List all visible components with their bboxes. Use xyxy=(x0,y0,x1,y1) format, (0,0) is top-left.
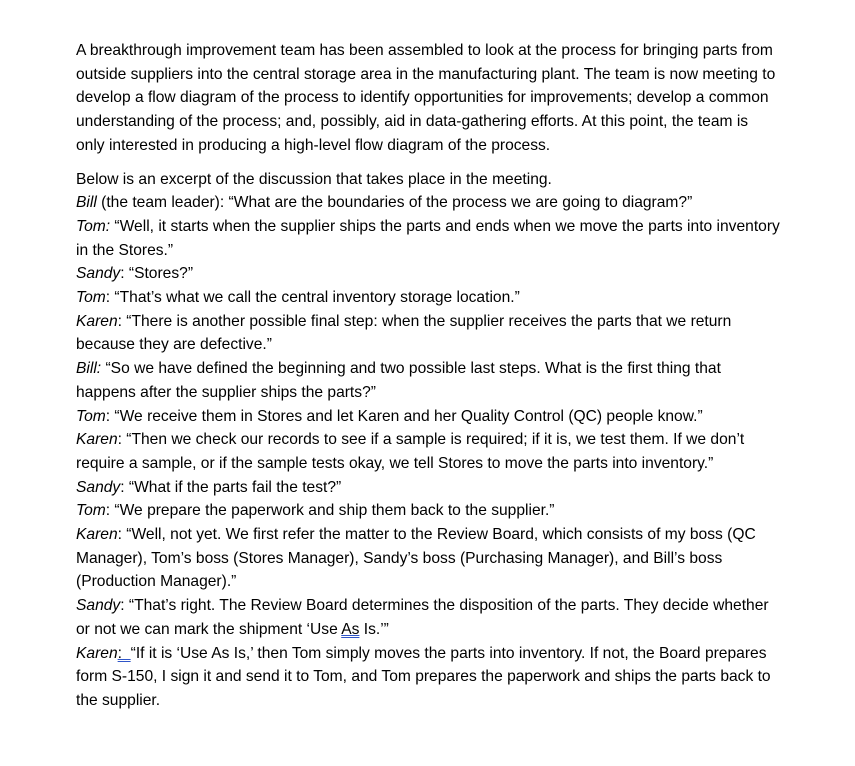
speaker-name: Karen xyxy=(76,644,118,662)
speaker-name: Sandy xyxy=(76,265,121,283)
dialogue-text: (the team leader): “What are the boundaries of the process we are going to diagram?” xyxy=(96,194,693,212)
dialogue-text: : “What if the parts fail the test?” xyxy=(120,478,342,496)
dialogue-line xyxy=(76,310,781,357)
speaker-name: Karen xyxy=(76,431,118,449)
speaker-name: Karen xyxy=(76,312,118,330)
dialogue-line xyxy=(76,357,781,404)
dialogue-line xyxy=(76,499,781,523)
dialogue-line xyxy=(76,215,781,262)
speaker-name: Karen xyxy=(76,526,118,544)
speaker-name: Tom: xyxy=(76,217,111,235)
dialogue-text: “Well, it starts when the supplier ships the parts and ends when we move the parts into inventory in the Stores.” xyxy=(76,217,780,259)
dialogue-text: : “We prepare the paperwork and ship them back to the supplier.” xyxy=(105,502,555,520)
speaker-name: Bill xyxy=(76,194,97,212)
dialogue-text: : “Then we check our records to see if a sample is required; if it is, we test them. If we don’t require a sample, or if the sample tests okay, we tell Stores to move the parts into inventory.” xyxy=(76,431,745,472)
dialogue-text: : “There is another possible final step: when the supplier receives the parts that we return because they are defective.” xyxy=(76,312,732,354)
dialogue-text: : “Stores?” xyxy=(120,265,194,283)
speaker-name: Tom xyxy=(76,289,106,307)
speaker-name: Sandy xyxy=(76,478,121,496)
document-page xyxy=(76,39,781,713)
dialogue-line xyxy=(76,642,781,713)
dialogue-text: Is.’” xyxy=(359,620,389,638)
speaker-name: Tom xyxy=(76,502,106,520)
dialogue-text: “If it is ‘Use As Is,’ then Tom simply moves the parts into inventory. If not, the Board prepares form S-150, I sign it and send it to Tom, and Tom prepares the paperwork and ships the parts back to the supplier. xyxy=(76,644,771,709)
dialogue-line xyxy=(76,428,781,475)
dialogue-line xyxy=(76,286,781,310)
dialogue-text: : “Well, not yet. We first refer the matter to the Review Board, which consists of my boss (QC Manager), Tom’s boss (Stores Manager), Sandy’s boss (Purchasing Manager), and Bill’s boss (Production Manager).” xyxy=(76,526,756,591)
dialogue-line xyxy=(76,594,781,641)
dialogue xyxy=(76,191,781,712)
excerpt-intro: Below is an excerpt of the discussion that takes place in the meeting. xyxy=(76,170,552,188)
dialogue-text: “So we have defined the beginning and two possible last steps. What is the first thing that happens after the supplier ships the parts?” xyxy=(76,360,721,401)
dialogue-text: : “We receive them in Stores and let Karen and her Quality Control (QC) people know.” xyxy=(105,407,703,425)
underlined-word: As xyxy=(341,620,360,638)
speaker-name: Sandy xyxy=(76,597,121,615)
dialogue-text: : “That’s right. The Review Board determines the disposition of the parts. They decide whether or not we can mark the shipment ‘Use xyxy=(76,597,769,638)
intro-paragraph: A breakthrough improvement team has been assembled to look at the process for bringing parts from outside suppliers into the central storage area in the manufacturing plant. The team is now meeting to develop a flow diagram of the process to identify opportunities for improvements; develop a common understanding of the process; and, possibly, aid in data-gathering efforts. At this point, the team is only interested in producing a high-level flow diagram of the process. xyxy=(76,42,776,154)
dialogue-line xyxy=(76,262,781,286)
dialogue-line xyxy=(76,405,781,429)
speaker-name: Tom xyxy=(76,407,106,425)
dialogue-line xyxy=(76,476,781,500)
speaker-name: Bill: xyxy=(76,360,102,378)
dialogue-text: : “That’s what we call the central inventory storage location.” xyxy=(105,289,520,307)
underlined-punctuation: : xyxy=(117,644,131,662)
dialogue-line xyxy=(76,523,781,594)
dialogue-line xyxy=(76,191,781,215)
